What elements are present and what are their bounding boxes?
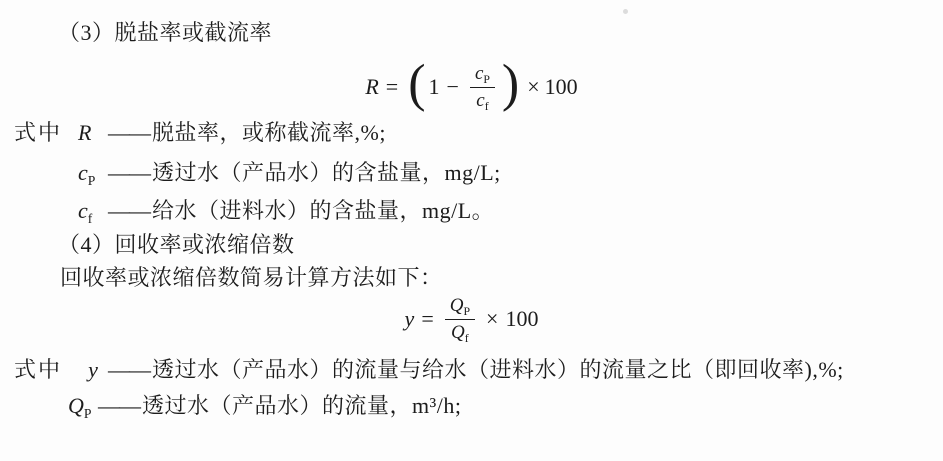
symbol-qp: $Q_P$ (68, 393, 92, 421)
formula2-equals: = (421, 306, 434, 331)
formula1-equals: = (385, 74, 399, 99)
formula1-left-paren: ( (408, 54, 426, 113)
formula1-factor: 100 (544, 74, 578, 99)
definition-dash: —— (98, 393, 140, 418)
definition-description-cf: 给水（进料水）的含盐量，mg/L。 (152, 198, 495, 223)
formula1-num-base: c (474, 62, 484, 84)
formula1-numerator (470, 63, 495, 88)
definition-row-y (14, 353, 844, 384)
definition-row-qp (14, 389, 461, 420)
definition-row-cf (14, 194, 494, 225)
formula2-num-base: Q (449, 294, 464, 316)
formula1-denominator (471, 88, 493, 112)
symbol-r: R (78, 120, 92, 145)
definition-description-r: 脱盐率，或称截流率,%; (152, 120, 386, 145)
where-label: 式中 (14, 120, 63, 145)
formula2-times: × (486, 306, 499, 331)
definition-dash: —— (108, 198, 150, 223)
definition-description-qp: 透过水（产品水）的流量，m³/h; (142, 393, 462, 418)
formula1-den-base: c (476, 89, 485, 111)
formula2-lhs: y (404, 306, 415, 331)
section-4-heading: （4）回收率或浓缩倍数 (58, 232, 295, 257)
formula1-minus: − (446, 74, 459, 99)
definition-dash: —— (108, 160, 150, 185)
formula1-lhs: R (365, 74, 379, 99)
where-label: 式中 (14, 357, 63, 382)
definition-description-y: 透过水（产品水）的流量与给水（进料水）的流量之比（即回收率),%; (152, 357, 844, 382)
formula2-denominator (446, 320, 474, 344)
formula1-right-paren: ) (501, 54, 520, 113)
formula2-factor: 100 (505, 306, 539, 331)
formula2-den-base: Q (451, 321, 465, 343)
definition-dash: —— (108, 120, 150, 145)
formula2-fraction (445, 295, 475, 344)
formula1-den-sub: f (484, 99, 489, 113)
section-3-heading: （3）脱盐率或截流率 (58, 20, 273, 45)
scan-artifact (623, 9, 628, 14)
recovery-formula (0, 290, 943, 348)
symbol-cf: $c_f$ (78, 198, 93, 226)
definition-row-r (14, 116, 386, 147)
formula1-fraction (470, 63, 495, 112)
form2-den-sub: f (464, 331, 469, 345)
formula2-numerator (445, 295, 475, 320)
formula1-times: × (527, 74, 540, 99)
definition-dash: —— (108, 357, 150, 382)
formula2-num-sub: P (463, 304, 471, 318)
symbol-y: y (88, 357, 98, 382)
formula1-one: 1 (428, 74, 440, 99)
definition-description-cp: 透过水（产品水）的含盐量，mg/L; (152, 160, 501, 185)
formula1-num-sub: P (483, 72, 490, 86)
symbol-cp: $c_P$ (78, 160, 96, 188)
definition-row-cp (14, 156, 501, 187)
desalination-formula (0, 54, 943, 116)
section-4-intro: 回收率或浓缩倍数简易计算方法如下： (60, 265, 443, 290)
